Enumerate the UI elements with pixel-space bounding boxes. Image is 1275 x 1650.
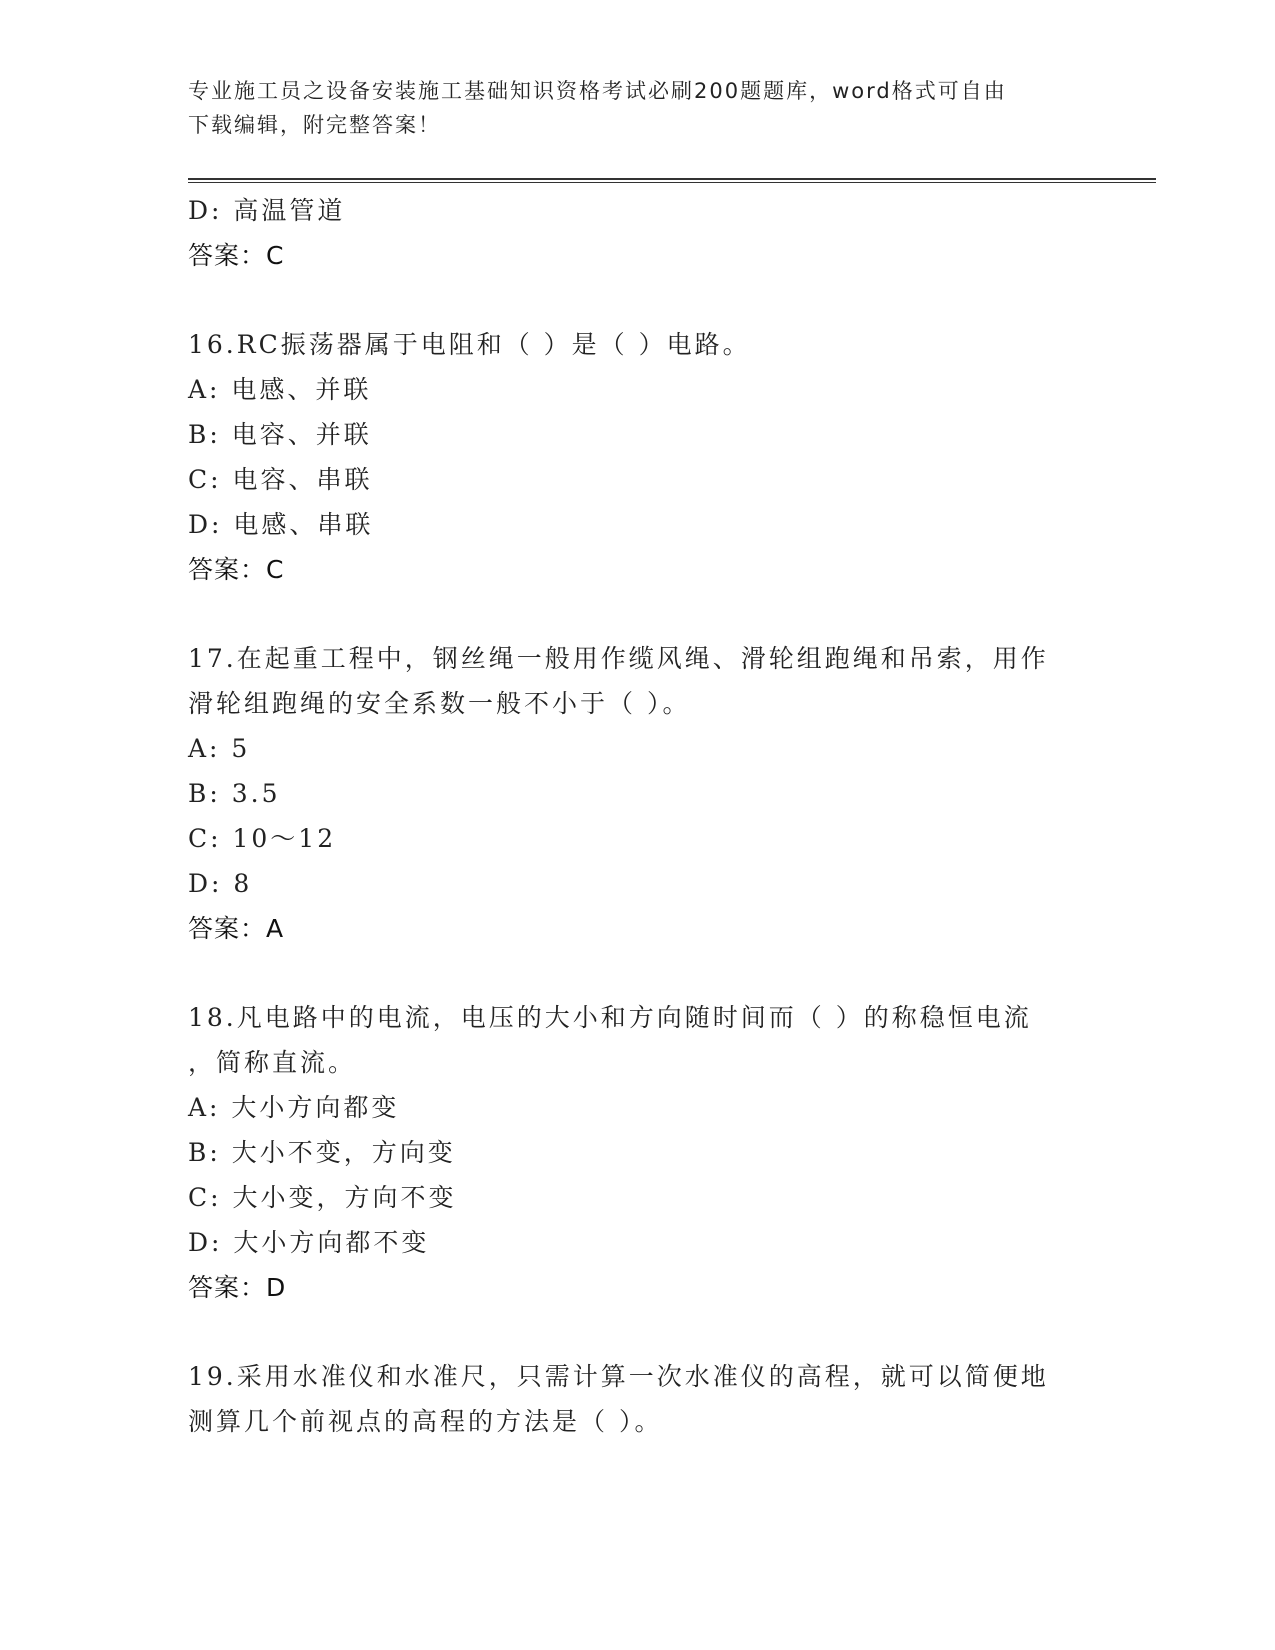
question-17-option-a: A: 5 — [188, 734, 251, 763]
question-16-answer: 答案：C — [188, 555, 285, 584]
question-18-option-b: B: 大小不变，方向变 — [188, 1138, 456, 1167]
question-19-stem-line-1: 19.采用水准仪和水准尺，只需计算一次水准仪的高程，就可以简便地 — [188, 1362, 1049, 1391]
document-header — [188, 74, 1088, 142]
carryover-option-d: D: 高温管道 — [188, 196, 346, 225]
question-17 — [188, 636, 1088, 951]
question-18-stem-line-2: ，简称直流。 — [188, 1048, 357, 1077]
question-16 — [188, 322, 1088, 592]
question-16-option-d: D: 电感、串联 — [188, 510, 374, 539]
question-17-stem-line-2: 滑轮组跑绳的安全系数一般不小于（ ）。 — [188, 689, 691, 718]
question-17-option-c: C: 10～12 — [188, 824, 337, 853]
question-18-stem-line-1: 18.凡电路中的电流，电压的大小和方向随时间而（ ）的称稳恒电流 — [188, 1003, 1032, 1032]
spacer — [188, 592, 1088, 636]
question-16-option-b: B: 电容、并联 — [188, 420, 372, 449]
question-16-option-a: A: 电感、并联 — [188, 375, 372, 404]
question-16-stem: 16.RC振荡器属于电阻和（ ）是（ ）电路。 — [188, 330, 751, 359]
header-title-line-2: 下载编辑，附完整答案！ — [188, 113, 441, 137]
question-16-option-c: C: 电容、串联 — [188, 465, 373, 494]
header-title-line-1: 专业施工员之设备安装施工基础知识资格考试必刷200题题库，word格式可自由 — [188, 79, 1007, 103]
question-17-stem-line-1: 17.在起重工程中，钢丝绳一般用作缆风绳、滑轮组跑绳和吊索，用作 — [188, 644, 1049, 673]
question-18-option-a: A: 大小方向都变 — [188, 1093, 400, 1122]
question-18-option-c: C: 大小变，方向不变 — [188, 1183, 457, 1212]
question-17-answer: 答案：A — [188, 914, 285, 943]
question-17-option-d: D: 8 — [188, 869, 253, 898]
carryover-answer: 答案：C — [188, 241, 285, 270]
question-18-option-d: D: 大小方向都不变 — [188, 1228, 430, 1257]
document-body — [188, 188, 1088, 1444]
question-19 — [188, 1354, 1088, 1444]
question-19-stem-line-2: 测算几个前视点的高程的方法是（ ）。 — [188, 1407, 663, 1436]
spacer — [188, 951, 1088, 995]
spacer — [188, 278, 1088, 322]
question-18-answer: 答案：D — [188, 1273, 287, 1302]
spacer — [188, 1310, 1088, 1354]
question-18 — [188, 995, 1088, 1310]
header-divider — [188, 178, 1156, 183]
question-17-option-b: B: 3.5 — [188, 779, 281, 808]
